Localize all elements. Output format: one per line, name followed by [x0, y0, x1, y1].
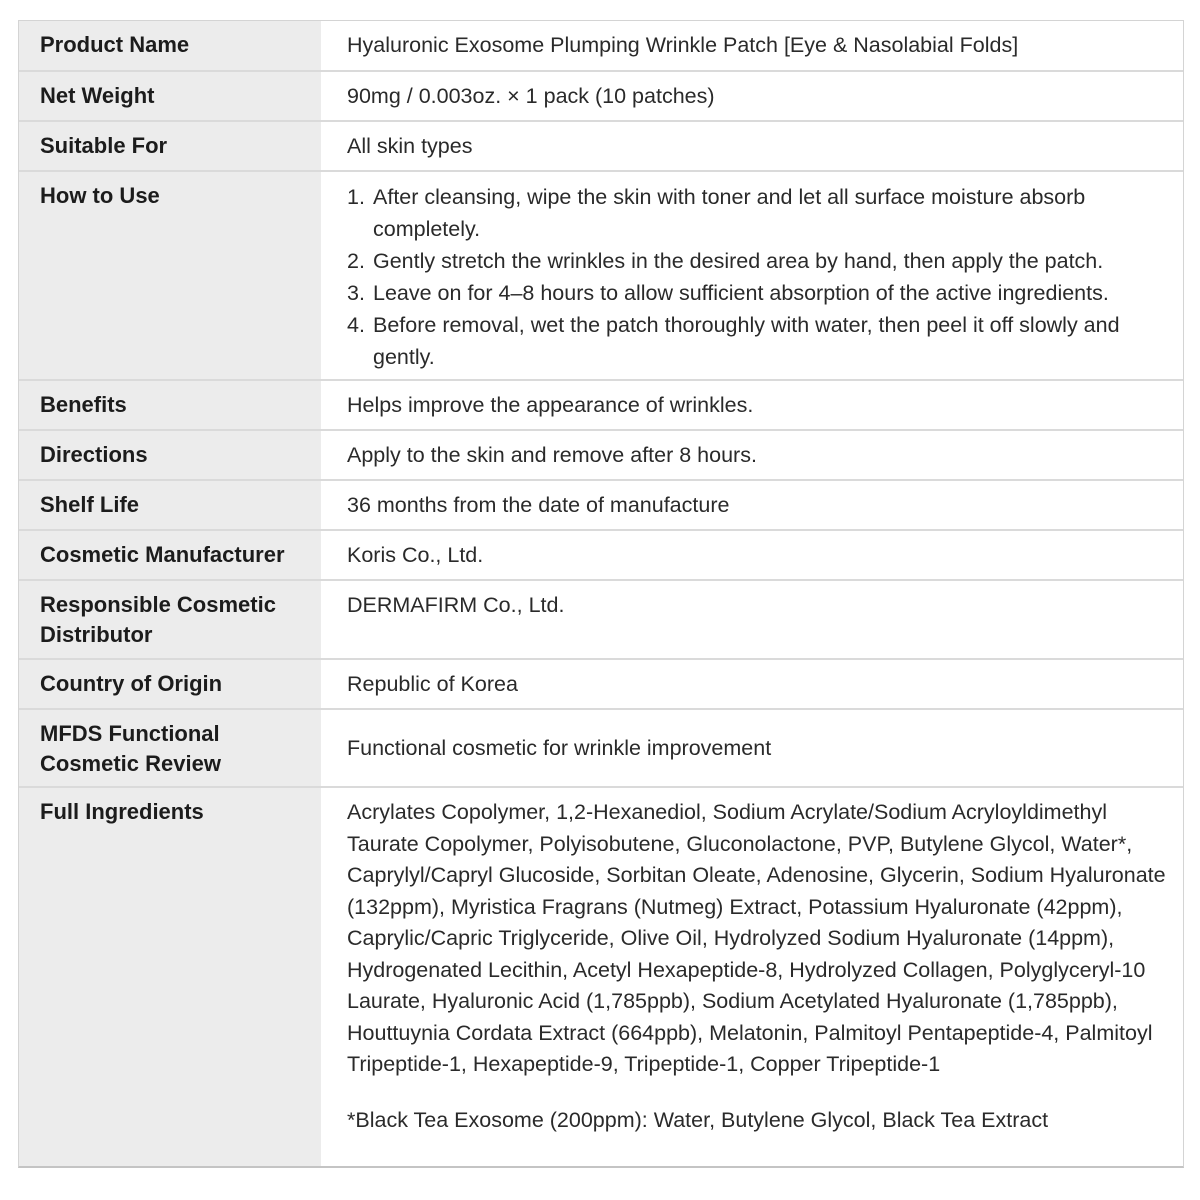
row-label: Cosmetic Manufacturer: [19, 531, 321, 579]
list-item: [347, 309, 1173, 373]
row-product-name: [19, 21, 1183, 72]
row-value: 36 months from the date of manufacture: [347, 493, 730, 517]
list-item: [347, 245, 1173, 277]
row-full-ingredients: [19, 788, 1183, 1166]
row-label: Shelf Life: [19, 481, 321, 529]
row-value: Functional cosmetic for wrinkle improvement: [347, 736, 772, 760]
row-shelf-life: [19, 481, 1183, 531]
row-responsible-distributor: [19, 581, 1183, 660]
row-label: MFDS Functional Cosmetic Review: [19, 710, 321, 786]
row-how-to-use: [19, 172, 1183, 381]
row-mfds-review: [19, 710, 1183, 788]
row-label: Suitable For: [19, 122, 321, 170]
row-value: Hyaluronic Exosome Plumping Wrinkle Patch [Eye & Nasolabial Folds]: [347, 33, 1019, 57]
row-value: [321, 788, 1183, 1166]
row-label: Directions: [19, 431, 321, 479]
how-to-use-steps: [347, 181, 1173, 373]
ingredients-text: Acrylates Copolymer, 1,2-Hexanediol, Sodium Acrylate/Sodium Acryloyldimethyl Taurate Copolymer, Polyisobutene, Gluconolactone, PVP, Butylene Glycol, Water*, Caprylyl/Capryl Glucoside, Sorbitan Oleate, Adenosine, Glycerin, Sodium Hyaluronate (132ppm), Myristica Fragrans (Nutmeg) Extract, Potassium Hyaluronate (42ppm), Caprylic/Capric Triglyceride, Olive Oil, Hydrolyzed Sodium Hyaluronate (14ppm), Hydrogenated Lecithin, Acetyl Hexapeptide-8, Hydrolyzed Collagen, Polyglyceryl-10 Laurate, Hyaluronic Acid (1,785ppb), Sodium Acetylated Hyaluronate (1,785ppb), Houttuynia Cordata Extract (664ppb), Melatonin, Palmitoyl Pentapeptide-4, Palmitoyl Tripeptide-1, Hexapeptide-9, Tripeptide-1, Copper Tripeptide-1: [347, 800, 1166, 1076]
step-text: After cleansing, wipe the skin with toner and let all surface moisture absorb completely.: [373, 185, 1086, 241]
step-text: Before removal, wet the patch thoroughly with water, then peel it off slowly and gently.: [373, 313, 1120, 369]
row-value: Republic of Korea: [347, 672, 518, 696]
step-number: 3.: [347, 281, 365, 305]
row-label: Product Name: [19, 21, 321, 70]
row-label: Net Weight: [19, 72, 321, 120]
row-label: Benefits: [19, 381, 321, 429]
row-benefits: [19, 381, 1183, 431]
row-value: All skin types: [347, 134, 473, 158]
row-label: Responsible Cosmetic Distributor: [19, 581, 321, 658]
list-item: [347, 181, 1173, 245]
row-cosmetic-manufacturer: [19, 531, 1183, 581]
row-label: Country of Origin: [19, 660, 321, 708]
row-label: Full Ingredients: [19, 788, 321, 1166]
row-directions: [19, 431, 1183, 481]
row-country-of-origin: [19, 660, 1183, 710]
row-value: DERMAFIRM Co., Ltd.: [347, 593, 565, 617]
row-value: [321, 172, 1183, 379]
step-number: 2.: [347, 249, 365, 273]
step-number: 4.: [347, 313, 365, 337]
product-info-table: [18, 20, 1184, 1168]
step-text: Gently stretch the wrinkles in the desired area by hand, then apply the patch.: [373, 249, 1104, 273]
row-suitable-for: [19, 122, 1183, 172]
row-label: How to Use: [19, 172, 321, 379]
row-value: Helps improve the appearance of wrinkles.: [347, 393, 754, 417]
list-item: [347, 277, 1173, 309]
ingredients-footnote: *Black Tea Exosome (200ppm): Water, Butylene Glycol, Black Tea Extract: [347, 1107, 1049, 1132]
step-text: Leave on for 4–8 hours to allow sufficient absorption of the active ingredients.: [373, 281, 1109, 305]
row-value: Koris Co., Ltd.: [347, 543, 484, 567]
row-value: 90mg / 0.003oz. × 1 pack (10 patches): [347, 84, 715, 108]
row-value: Apply to the skin and remove after 8 hours.: [347, 443, 757, 467]
step-number: 1.: [347, 185, 365, 209]
row-net-weight: [19, 72, 1183, 122]
